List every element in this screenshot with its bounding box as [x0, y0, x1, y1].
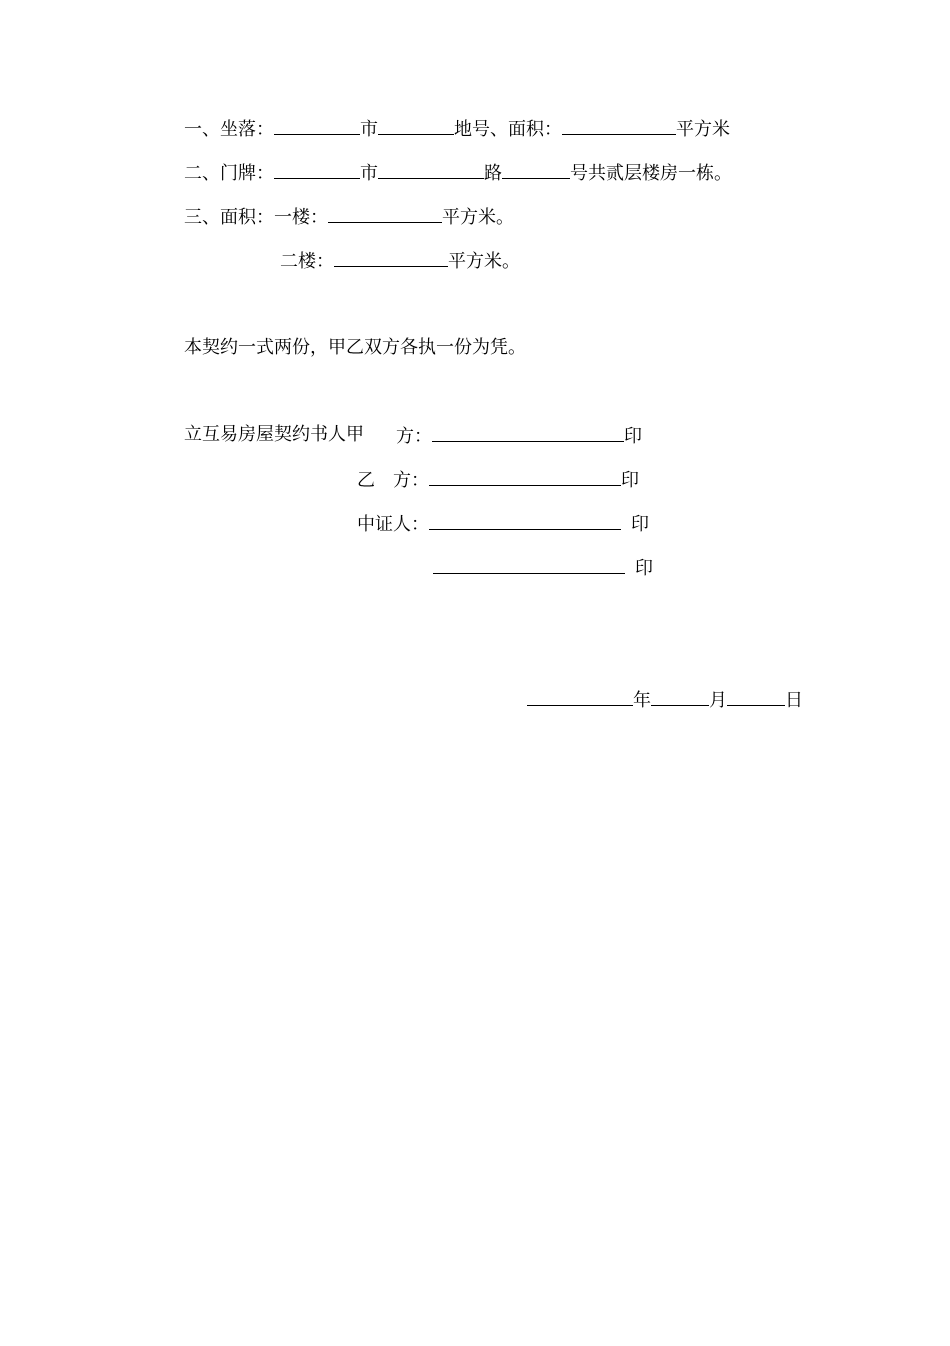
- party-b-blank[interactable]: [429, 467, 621, 486]
- date-year-label: 年: [633, 690, 651, 711]
- party-a-line: [396, 423, 642, 447]
- date-year-blank[interactable]: [527, 687, 633, 706]
- address-city-blank[interactable]: [274, 160, 360, 179]
- location-prefix: 一、坐落：: [184, 119, 274, 140]
- address-number-suffix: 号共贰层楼房一栋。: [570, 163, 732, 184]
- party-b-label: 乙 方：: [357, 470, 429, 491]
- area-prefix: 三、面积：: [184, 207, 274, 228]
- address-prefix: 二、门牌：: [184, 163, 274, 184]
- date-month-label: 月: [709, 690, 727, 711]
- area-floor1-label: 一楼：: [274, 207, 328, 228]
- address-road-suffix: 路: [484, 163, 502, 184]
- location-unit: 平方米: [676, 119, 730, 140]
- party-a-label: 方：: [396, 426, 432, 447]
- location-line: [184, 116, 730, 140]
- area-floor2-line: [280, 248, 520, 272]
- date-month-blank[interactable]: [651, 687, 709, 706]
- location-lot-blank[interactable]: [378, 116, 454, 135]
- area-floor1-blank[interactable]: [328, 204, 442, 223]
- area-floor2-label: 二楼：: [280, 251, 334, 272]
- address-number-blank[interactable]: [502, 160, 570, 179]
- party-b-line: [357, 467, 639, 491]
- address-road-blank[interactable]: [378, 160, 484, 179]
- date-line: [527, 687, 803, 711]
- witness-2-seal: 印: [635, 558, 653, 579]
- date-day-blank[interactable]: [727, 687, 785, 706]
- witness-line: [357, 511, 649, 535]
- party-b-seal: 印: [621, 470, 639, 491]
- witness-1-seal: 印: [631, 514, 649, 535]
- address-city-suffix: 市: [360, 163, 378, 184]
- signature-title: 立互易房屋契约书人甲: [184, 424, 364, 445]
- area-floor1-unit: 平方米。: [442, 207, 514, 228]
- location-area-blank[interactable]: [562, 116, 676, 135]
- party-a-blank[interactable]: [432, 423, 624, 442]
- copies-clause: 本契约一式两份，甲乙双方各执一份为凭。: [184, 337, 526, 358]
- area-floor1-line: [184, 204, 514, 228]
- area-floor2-unit: 平方米。: [448, 251, 520, 272]
- location-lot-suffix: 地号、面积：: [454, 119, 562, 140]
- date-day-label: 日: [785, 690, 803, 711]
- party-a-seal: 印: [624, 426, 642, 447]
- witness-1-blank[interactable]: [429, 511, 621, 530]
- address-line: [184, 160, 732, 184]
- witness-label: 中证人：: [357, 514, 429, 535]
- witness-2-line: [433, 555, 653, 579]
- witness-2-blank[interactable]: [433, 555, 625, 574]
- area-floor2-blank[interactable]: [334, 248, 448, 267]
- location-city-blank[interactable]: [274, 116, 360, 135]
- location-city-suffix: 市: [360, 119, 378, 140]
